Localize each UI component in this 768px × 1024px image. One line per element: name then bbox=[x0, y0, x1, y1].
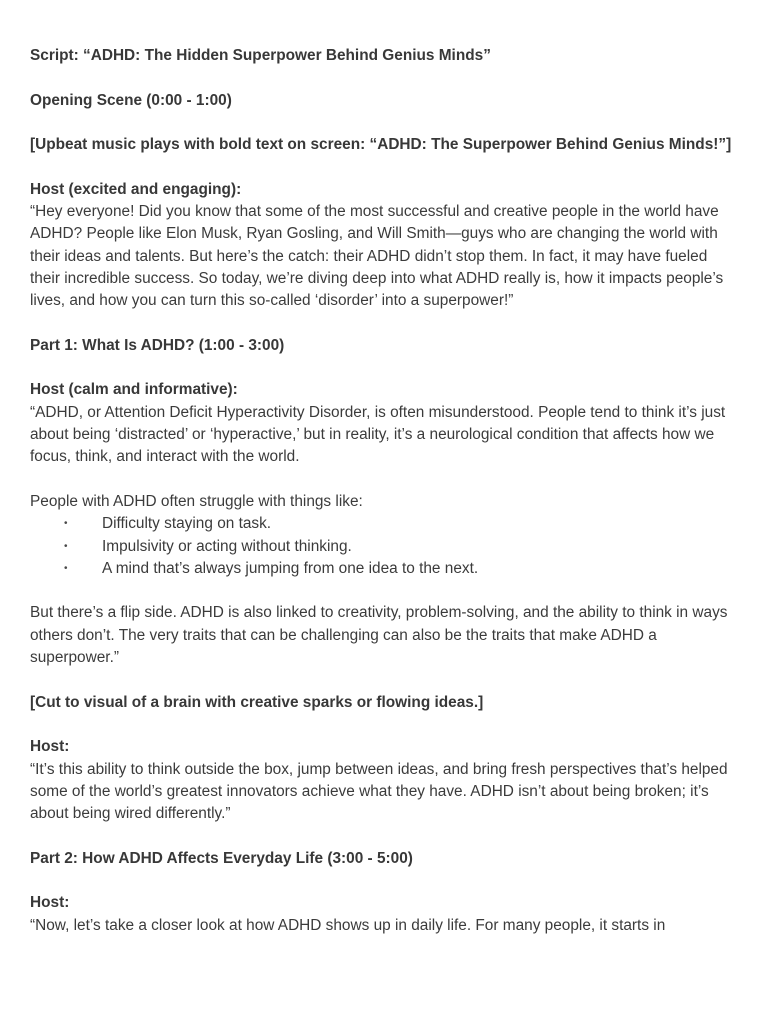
list-item-text: Difficulty staying on task. bbox=[102, 515, 272, 533]
opening-heading: Opening Scene (0:00 - 1:00) bbox=[30, 91, 232, 109]
part1-dialogue: “ADHD, or Attention Deficit Hyperactivity Disorder, is often misunderstood. People tend to think it’s just about being ‘distracted’ or ‘hyperactive,’ but in reality, it’s a neurological condition that affects how we focus, think, and interact with the world. bbox=[30, 403, 726, 466]
opening-dialogue: “Hey everyone! Did you know that some of the most successful and creative people in the world have ADHD? People like Elon Musk, Ryan Gosling, and Will Smith—guys who are changing the world with their ideas and talents. But here’s the catch: their ADHD didn’t stop them. In fact, it may have fueled their incredible success. So today, we’re diving deep into what ADHD really is, how it impacts people’s lives, and how you can turn this so-called ‘disorder’ into a superpower!” bbox=[30, 203, 724, 310]
list-item bbox=[30, 558, 738, 580]
part2-dialogue: “Now, let’s take a closer look at how ADHD shows up in daily life. For many people, it starts in bbox=[30, 916, 666, 934]
list-item bbox=[30, 536, 738, 558]
part1-speaker-2: Host: bbox=[30, 738, 70, 756]
opening-stage-direction: [Upbeat music plays with bold text on screen: “ADHD: The Superpower Behind Genius Minds!”] bbox=[30, 136, 732, 154]
list-item bbox=[30, 513, 738, 535]
list-item-text: A mind that’s always jumping from one idea to the next. bbox=[102, 559, 479, 577]
bullet-icon: • bbox=[64, 540, 68, 552]
part2-heading: Part 2: How ADHD Affects Everyday Life (3:00 - 5:00) bbox=[30, 849, 413, 867]
part1-bullet-list bbox=[30, 513, 738, 580]
opening-speaker: Host (excited and engaging): bbox=[30, 180, 242, 198]
part2-speaker: Host: bbox=[30, 894, 70, 912]
part1-speaker: Host (calm and informative): bbox=[30, 381, 238, 399]
part1-list-intro: People with ADHD often struggle with things like: bbox=[30, 492, 363, 510]
part1-stage-direction: [Cut to visual of a brain with creative sparks or flowing ideas.] bbox=[30, 693, 484, 711]
script-title: Script: “ADHD: The Hidden Superpower Behind Genius Minds” bbox=[30, 47, 491, 64]
part1-heading: Part 1: What Is ADHD? (1:00 - 3:00) bbox=[30, 336, 285, 354]
part1-flip-side: But there’s a flip side. ADHD is also linked to creativity, problem-solving, and the ability to think in ways others don’t. The very traits that can be challenging can also be the traits that make ADHD a superpower.” bbox=[30, 604, 728, 667]
bullet-icon: • bbox=[64, 518, 68, 530]
bullet-icon: • bbox=[64, 562, 68, 574]
part1-dialogue-2: “It’s this ability to think outside the box, jump between ideas, and bring fresh perspectives that’s helped some of the world’s greatest innovators achieve what they have. ADHD isn’t about being broken; it’s about being wired differently.” bbox=[30, 760, 728, 823]
list-item-text: Impulsivity or acting without thinking. bbox=[102, 537, 352, 555]
